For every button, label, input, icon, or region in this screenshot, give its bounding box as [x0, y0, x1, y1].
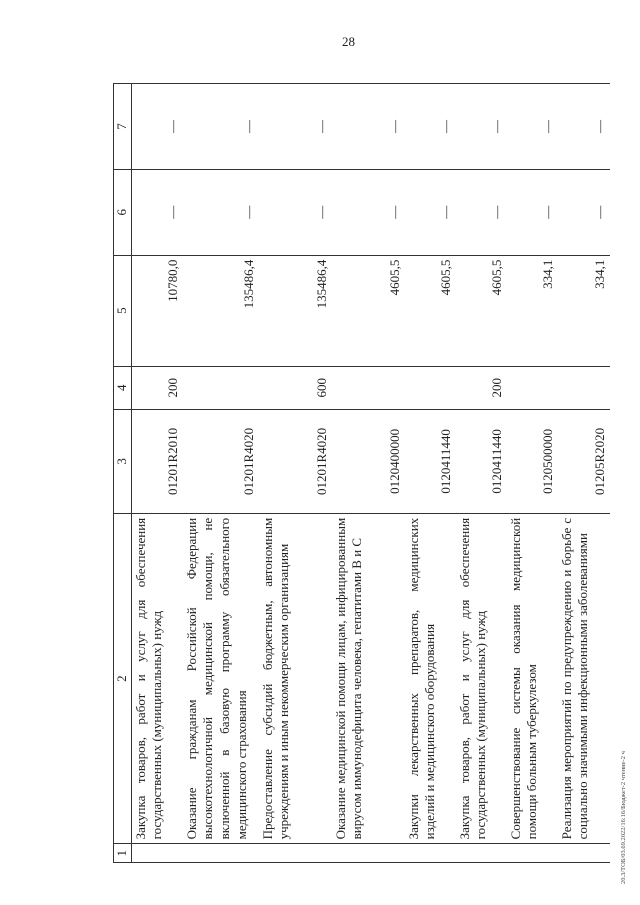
row-cell-1: [456, 844, 507, 863]
row-cell-1: [259, 844, 332, 863]
row-type: 200: [131, 366, 183, 409]
row-sum: 10780,0: [131, 255, 183, 366]
row-type: 600: [259, 366, 332, 409]
row-col7: —: [558, 84, 610, 170]
row-name: Предоставление субсидий бюджетным, автономным учреждениям и иным некоммерческим организациям: [259, 513, 332, 844]
header-cell: 2: [114, 513, 132, 844]
row-type: [183, 366, 259, 409]
header-cell: 7: [114, 84, 132, 170]
row-col6: —: [405, 169, 456, 255]
header-cell: 1: [114, 844, 132, 863]
row-cell-1: [507, 844, 558, 863]
row-name: Закупка товаров, работ и услуг для обеспечения государственных (муниципальных) нужд: [456, 513, 507, 844]
row-type: [507, 366, 558, 409]
table-row: [558, 84, 610, 863]
header-cell: 5: [114, 255, 132, 366]
row-name: Реализация мероприятий по предупреждению и борьбе с социально значимыми инфекционными заболеваниями: [558, 513, 610, 844]
row-name: Закупка товаров, работ и услуг для обеспечения государственных (муниципальных) нужд: [131, 513, 183, 844]
header-cell: 4: [114, 366, 132, 409]
row-code: 0120400000: [332, 409, 405, 513]
row-cell-1: [405, 844, 456, 863]
row-col7: —: [332, 84, 405, 170]
row-cell-1: [183, 844, 259, 863]
budget-table: [113, 83, 610, 863]
row-type: [332, 366, 405, 409]
table-header-row: [114, 84, 132, 863]
row-name: Оказание медицинской помощи лицам, инфицированным вирусом иммунодефицита человека, гепатитами B и C: [332, 513, 405, 844]
row-code: 01201R4020: [259, 409, 332, 513]
row-code: 01205R2020: [558, 409, 610, 513]
header-cell: 6: [114, 169, 132, 255]
table-row: [332, 84, 405, 863]
row-sum: 4605,5: [332, 255, 405, 366]
row-col6: —: [131, 169, 183, 255]
row-code: 0120411440: [456, 409, 507, 513]
row-cell-1: [131, 844, 183, 863]
row-cell-1: [558, 844, 610, 863]
table-row: [183, 84, 259, 863]
table-row: [259, 84, 332, 863]
row-col6: —: [558, 169, 610, 255]
row-code: 01201R4020: [183, 409, 259, 513]
row-sum: 334,1: [558, 255, 610, 366]
row-code: 01201R2010: [131, 409, 183, 513]
row-cell-1: [332, 844, 405, 863]
table-row: [131, 84, 183, 863]
row-code: 0120500000: [507, 409, 558, 513]
side-note: 20.3/ТОБ/03.69.2022/16:16/Бюджет-2 чтение-2 ч: [620, 751, 627, 884]
table-row: [456, 84, 507, 863]
row-col7: —: [131, 84, 183, 170]
row-col6: —: [332, 169, 405, 255]
header-cell: 3: [114, 409, 132, 513]
row-name: Оказание гражданам Российской Федерации высокотехнологичной медицинской помощи, не включенной в базовую программу обязательного медицинского страхования: [183, 513, 259, 844]
row-name: Совершенствование системы оказания медицинской помощи больным туберкулезом: [507, 513, 558, 844]
row-col6: —: [259, 169, 332, 255]
row-col7: —: [259, 84, 332, 170]
row-col7: —: [507, 84, 558, 170]
table-row: [405, 84, 456, 863]
row-type: 200: [456, 366, 507, 409]
page-number: 28: [342, 34, 355, 49]
row-type: [405, 366, 456, 409]
row-col7: —: [405, 84, 456, 170]
row-sum: 135486,4: [259, 255, 332, 366]
row-col7: —: [456, 84, 507, 170]
row-col6: —: [507, 169, 558, 255]
row-sum: 135486,4: [183, 255, 259, 366]
row-col7: —: [183, 84, 259, 170]
row-type: [558, 366, 610, 409]
row-col6: —: [456, 169, 507, 255]
row-name: Закупки лекарственных препаратов, медицинских изделий и медицинского оборудования: [405, 513, 456, 844]
row-sum: 4605,5: [405, 255, 456, 366]
table-row: [507, 84, 558, 863]
row-code: 0120411440: [405, 409, 456, 513]
row-sum: 334,1: [507, 255, 558, 366]
row-col6: —: [183, 169, 259, 255]
row-sum: 4605,5: [456, 255, 507, 366]
budget-table-container: [113, 83, 607, 863]
